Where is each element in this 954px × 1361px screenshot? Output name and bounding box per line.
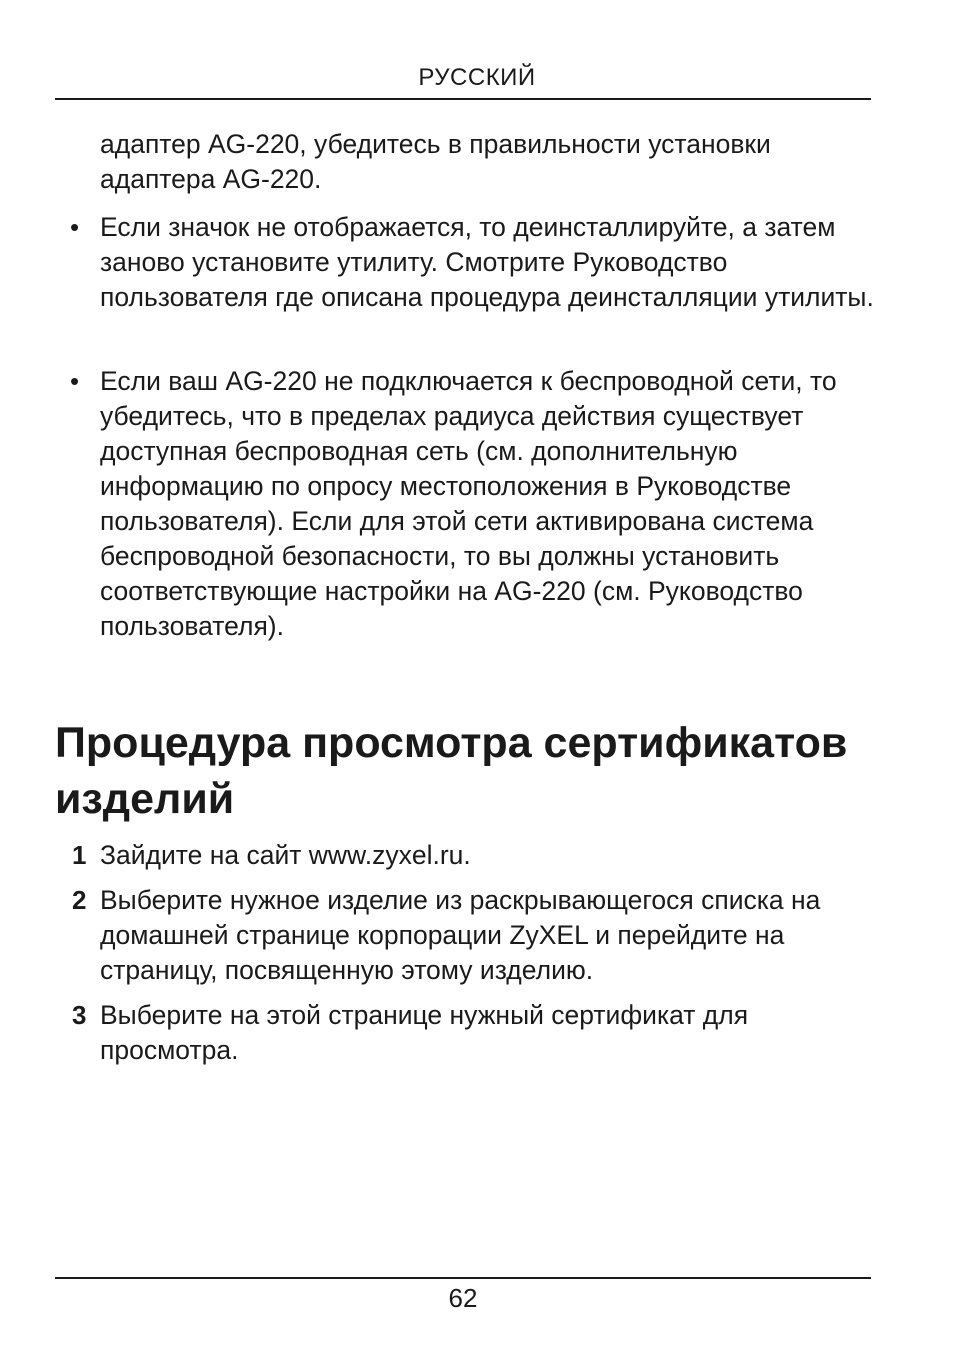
step-number: 1 <box>72 840 87 870</box>
footer-divider <box>55 1277 871 1279</box>
header-divider <box>55 98 871 100</box>
bullet-mark: • <box>70 212 80 242</box>
step-text: Выберите нужное изделие из раскрывающегося списка на домашней странице корпорации ZyXEL и перейдите на страницу, посвященную этому изделию. <box>100 885 821 985</box>
continuation-paragraph: адаптер AG-220, убедитесь в правильности установки адаптера AG-220. <box>100 129 771 194</box>
step-text: Выберите на этой странице нужный сертификат для просмотра. <box>100 1000 749 1065</box>
bullet-mark: • <box>70 366 80 396</box>
step-number: 3 <box>72 1000 87 1030</box>
step-number: 2 <box>72 885 87 915</box>
running-header-language: РУССКИЙ <box>418 64 536 91</box>
bullet-text: Если значок не отображается, то деинсталлируйте, а затем заново установите утилиту. Смотрите Руководство пользователя где описана процедура деинсталляции утилиты. <box>100 212 874 312</box>
page-number: 62 <box>448 1283 478 1313</box>
step-text: Зайдите на сайт www.zyxel.ru. <box>100 840 471 870</box>
section-heading: Процедура просмотра сертификатов изделий <box>55 719 848 823</box>
bullet-text: Если ваш AG-220 не подключается к беспроводной сети, то убедитесь, что в пределах радиуса действия существует доступная беспроводная сеть (см. дополнительную информацию по опросу местоположения в Руководстве пользователя). Если для этой сети активирована система беспроводной безопасности, то вы должны установить соответствующие настройки на AG-220 (см. Руководство пользователя). <box>100 366 837 641</box>
